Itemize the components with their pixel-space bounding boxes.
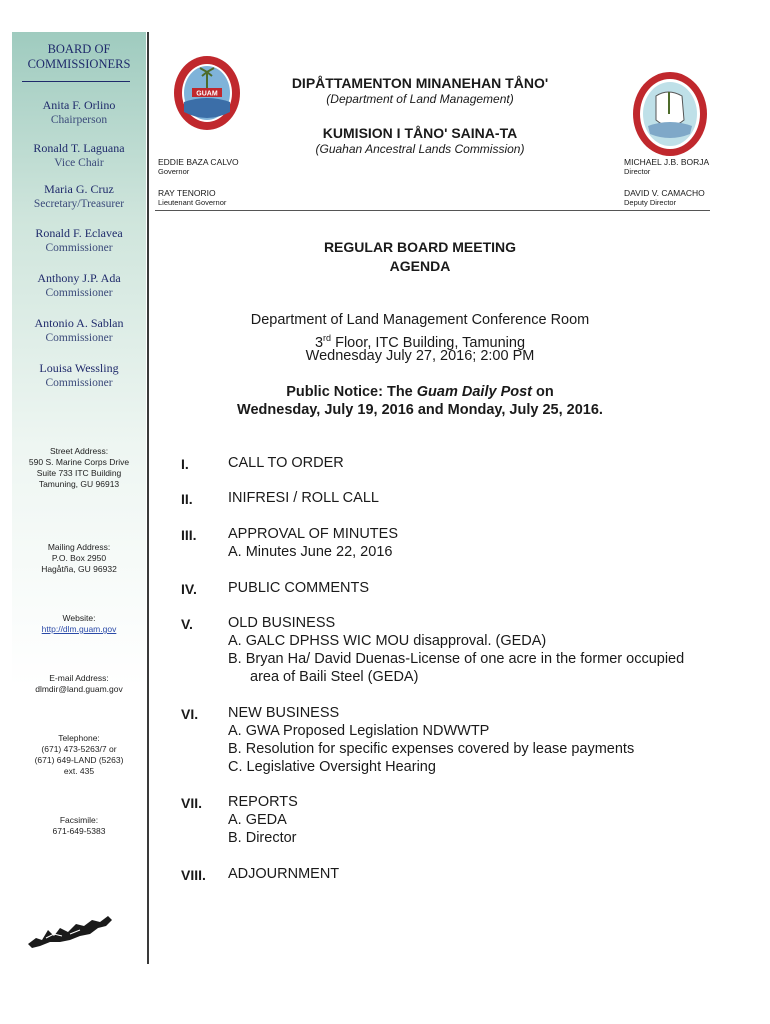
meeting-datetime: Wednesday July 27, 2016; 2:00 PM xyxy=(305,348,535,364)
meeting-title: REGULAR BOARD MEETING xyxy=(323,239,517,255)
member-role: Secretary/Treasurer xyxy=(33,198,125,210)
commission-subtitle: (Guahan Ancestral Lands Commission) xyxy=(315,142,525,156)
meeting-location: Department of Land Management Conference Room xyxy=(250,312,590,328)
official-name: DAVID V. CAMACHO xyxy=(624,188,705,198)
official-name: MICHAEL J.B. BORJA xyxy=(624,157,710,167)
floor-ordinal: rd xyxy=(323,333,332,343)
member-name: Anthony J.P. Ada xyxy=(37,271,121,285)
agenda-subitem: C. Legislative Oversight Hearing xyxy=(228,759,436,775)
header-rule xyxy=(155,210,710,211)
agenda-item-public-comments: PUBLIC COMMENTS xyxy=(228,580,369,596)
telephone xyxy=(4,733,154,777)
floor-number: 3 xyxy=(314,334,324,351)
email-label: E-mail Address: xyxy=(49,673,109,683)
telephone-line: (671) 649-LAND (5263) xyxy=(34,755,124,765)
department-subtitle: (Department of Land Management) xyxy=(326,92,514,106)
official-title: Deputy Director xyxy=(624,198,677,207)
agenda-subitem-continued: area of Baili Steel (GEDA) xyxy=(250,669,419,685)
notice-paper: Guam Daily Post xyxy=(416,384,532,400)
official-title: Director xyxy=(624,167,651,176)
agenda-subitem: B. Director xyxy=(228,830,297,846)
notice-suffix: on xyxy=(532,384,554,400)
board-title: BOARD OF COMMISSIONERS xyxy=(27,42,131,71)
member-6 xyxy=(12,316,146,346)
item-number: I. xyxy=(181,456,189,472)
official-title: Governor xyxy=(158,167,190,176)
member-name: Anita F. Orlino xyxy=(42,98,116,112)
member-5 xyxy=(12,271,146,301)
notice-prefix: Public Notice: The xyxy=(286,384,417,400)
member-name: Ronald F. Eclavea xyxy=(35,226,123,240)
member-role: Commissioner xyxy=(45,332,113,344)
agenda-item-reports: REPORTS xyxy=(228,794,298,810)
mailing-address xyxy=(4,542,154,575)
agenda-subitem: A. GWA Proposed Legislation NDWWTP xyxy=(228,723,490,739)
lieutenant-governor xyxy=(158,188,226,208)
fax xyxy=(4,815,154,837)
agenda-subitem: B. Resolution for specific expenses covered by lease payments xyxy=(228,741,635,757)
member-7 xyxy=(12,361,146,391)
fax-value: 671-649-5383 xyxy=(52,826,106,836)
item-number: VI. xyxy=(181,706,199,722)
official-name: RAY TENORIO xyxy=(158,188,216,198)
agenda-item-roll-call: INIFRESI / ROLL CALL xyxy=(228,490,379,506)
official-name: EDDIE BAZA CALVO xyxy=(158,157,239,167)
email xyxy=(4,673,154,695)
street-address xyxy=(4,446,154,490)
member-role: Commissioner xyxy=(45,287,113,299)
director xyxy=(624,157,709,177)
item-number: VIII. xyxy=(181,867,206,883)
item-number: V. xyxy=(181,616,193,632)
guam-seal-icon xyxy=(172,54,242,132)
website-label: Website: xyxy=(62,613,96,623)
member-1 xyxy=(12,98,146,128)
telephone-line: (671) 473-5263/7 or xyxy=(41,744,117,754)
governor xyxy=(158,157,239,177)
public-notice xyxy=(195,383,645,402)
member-name: Ronald T. Laguana xyxy=(33,141,125,155)
agenda-item-adjournment: ADJOURNMENT xyxy=(228,866,340,882)
commission-name: KUMISION I TÅNO' SAINA-TA xyxy=(322,125,518,141)
agenda-subitem: A. GALC DPHSS WIC MOU disapproval. (GEDA) xyxy=(228,633,547,649)
item-number: III. xyxy=(181,527,197,543)
item-number: IV. xyxy=(181,581,197,597)
street-address-line: Tamuning, GU 96913 xyxy=(38,479,120,489)
street-address-label: Street Address: xyxy=(49,446,109,456)
agenda-subitem: B. Bryan Ha/ David Duenas-License of one acre in the former occupied xyxy=(228,651,685,667)
email-value: dlmdir@land.guam.gov xyxy=(35,684,123,694)
official-title: Lieutenant Governor xyxy=(158,198,227,207)
street-address-line: 590 S. Marine Corps Drive xyxy=(28,457,130,467)
website xyxy=(4,613,154,635)
deputy-director xyxy=(624,188,705,208)
agenda-item-old-business: OLD BUSINESS xyxy=(228,615,336,631)
board-title-rule xyxy=(22,81,130,82)
member-role: Vice Chair xyxy=(54,157,104,169)
member-name: Maria G. Cruz xyxy=(44,182,114,196)
agenda-subitem: A. GEDA xyxy=(228,812,287,828)
telephone-line: ext. 435 xyxy=(63,766,95,776)
mailing-address-line: P.O. Box 2950 xyxy=(51,553,107,563)
member-3 xyxy=(12,182,146,212)
website-link[interactable]: http://dlm.guam.gov xyxy=(41,624,117,634)
agenda-subitem: A. Minutes June 22, 2016 xyxy=(228,544,393,560)
agenda-item-approval-of-minutes: APPROVAL OF MINUTES xyxy=(228,526,398,542)
guam-island-map-icon xyxy=(26,912,116,952)
mailing-address-line: Hagåtña, GU 96932 xyxy=(41,564,117,574)
member-2 xyxy=(12,141,146,171)
fax-label: Facsimile: xyxy=(59,815,99,825)
notice-dates: Wednesday, July 19, 2016 and Monday, July 25, 2016. xyxy=(237,402,603,418)
member-role: Commissioner xyxy=(45,242,113,254)
item-number: II. xyxy=(181,491,193,507)
floor-building: Floor, ITC Building, Tamuning xyxy=(331,334,526,351)
agenda-title: AGENDA xyxy=(389,258,451,274)
seal-text: GUAM xyxy=(196,90,218,98)
member-name: Antonio A. Sablan xyxy=(34,316,124,330)
member-role: Commissioner xyxy=(45,377,113,389)
agenda-item-call-to-order: CALL TO ORDER xyxy=(228,455,344,471)
member-name: Louisa Wessling xyxy=(39,361,119,375)
department-name: DIPÅTTAMENTON MINANEHAN TÅNO' xyxy=(291,75,549,91)
agenda-item-new-business: NEW BUSINESS xyxy=(228,705,340,721)
member-role: Chairperson xyxy=(50,114,108,126)
telephone-label: Telephone: xyxy=(58,733,100,743)
member-4 xyxy=(12,226,146,256)
street-address-line: Suite 733 ITC Building xyxy=(36,468,122,478)
dlm-seal-icon xyxy=(630,70,710,158)
mailing-address-label: Mailing Address: xyxy=(47,542,111,552)
item-number: VII. xyxy=(181,795,203,811)
